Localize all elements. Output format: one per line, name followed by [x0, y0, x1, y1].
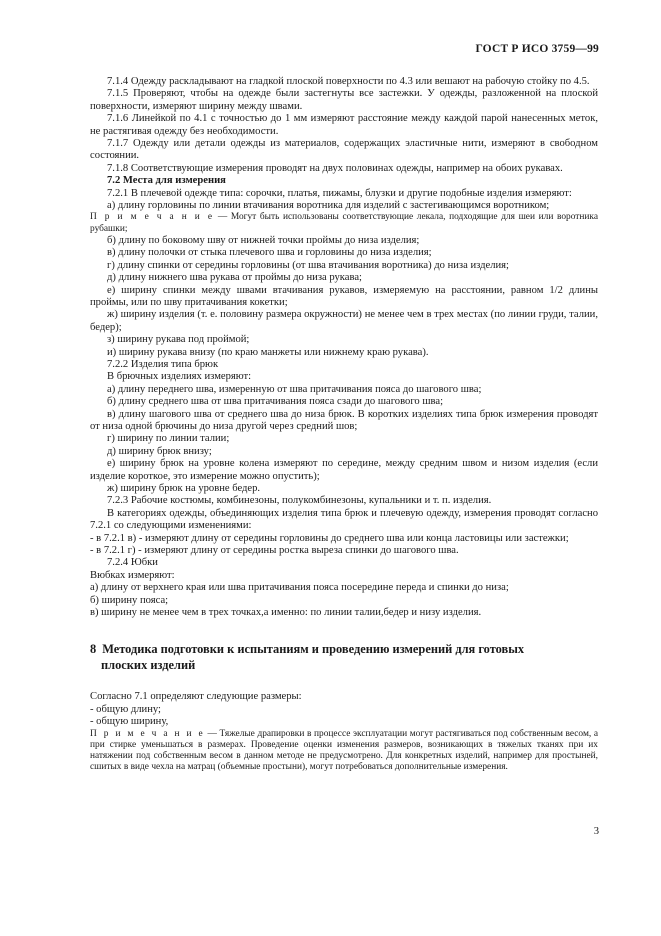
- item-7-2-1-d: д) длину нижнего шва рукава от проймы до низа рукава;: [107, 272, 363, 284]
- paragraph-7-2-4: 7.2.4 Юбки: [107, 557, 158, 569]
- item-7-2-4-a: а) длину от верхнего края или шва притачивания пояса посередине переда и спинки до низа;: [90, 582, 509, 594]
- paragraph-7-2-4-intro: Вюбках измеряют:: [90, 569, 175, 581]
- item-7-2-1-zh: ж) ширину изделия (т. е. половину размера окружности) не менее чем в трех местах (по линии груди, талии, бедер);: [90, 309, 598, 333]
- paragraph-7-2-1: 7.2.1 В плечевой одежде типа: сорочки, платья, пижамы, блузки и другие подобные изделия измеряют:: [107, 187, 572, 199]
- paragraph-7-1-8: 7.1.8 Соответствующие измерения проводят на двух половинах одежды, например на обоих рукавах.: [107, 162, 563, 174]
- section-8-title-line1: Методика подготовки к испытаниям и проведению измерений для готовых: [102, 642, 525, 657]
- paragraph-7-2-2: 7.2.2 Изделия типа брюк: [107, 358, 219, 370]
- item-7-2-2-a: а) длину переднего шва, измеренную от шва притачивания пояса до шагового шва;: [107, 383, 482, 395]
- section-8-paragraph-2: - общую длину;: [90, 703, 161, 715]
- item-7-2-2-zh: ж) ширину брюк на уровне бедер.: [107, 483, 261, 494]
- item-7-2-1-e: [90, 285, 598, 310]
- paragraph-7-1-4: 7.1.4 Одежду раскладывают на гладкой плоской поверхности по 4.3 или вешают на рабочую стойку по 4.5.: [107, 76, 590, 87]
- paragraph-7-1-7: 7.1.7 Одежду или детали одежды из материалов, содержащих эластичные нити, измеряют в свободном состоянии.: [90, 138, 598, 162]
- item-7-2-1-a: а) длину горловины по линии втачивания воротника для изделий с застегивающимся воротником;: [107, 200, 550, 212]
- item-7-2-2-g: г) ширину по линии талии;: [107, 433, 230, 445]
- paragraph-7-2-3-c: - в 7.2.1 в) - измеряют длину от середины горловины до среднего шва или конца ластовицы или застежки;: [90, 532, 569, 544]
- note-label: П р и м е ч а н и е: [90, 212, 215, 223]
- document-body: [90, 76, 598, 774]
- section-8-note: [90, 729, 598, 774]
- section-8-paragraph-3: - общую ширину,: [90, 716, 169, 728]
- paragraph-7-2-3: 7.2.3 Рабочие костюмы, комбинезоны, полукомбинезоны, купальники и т. п. изделия.: [107, 495, 492, 507]
- half-fraction: 1/2: [549, 284, 563, 296]
- paragraph-7-1-6: 7.1.6 Линейкой по 4.1 с точностью до 1 мм измеряют расстояние между каждой парой нанесенных меток, не растягивая одежду без необходимости.: [90, 113, 598, 137]
- item-e-part1: е) ширину спинки между швами втачивания рукавов, измеряемую на расстоянии, равном: [107, 284, 544, 296]
- item-7-2-2-b: б) длину среднего шва от шва притачивания пояса сзади до шагового шва;: [107, 396, 444, 408]
- item-7-2-1-i: и) ширину рукава внизу (по краю манжеты или нижнему краю рукава).: [107, 346, 429, 358]
- note-7-2-1: [90, 212, 598, 234]
- item-7-2-2-d: д) ширину брюк внизу;: [107, 445, 212, 457]
- item-7-2-1-b: б) длину по боковому шву от нижней точки проймы до низа изделия;: [107, 234, 420, 246]
- item-7-2-4-b: б) ширину пояса;: [90, 594, 169, 606]
- section-8-paragraph-1: Согласно 7.1 определяют следующие размеры:: [90, 691, 302, 703]
- item-7-2-4-v: в) ширину не менее чем в трех точках,а именно: по линии талии,бедер и низу изделия.: [90, 607, 482, 619]
- paragraph-7-1-5: 7.1.5 Проверяют, чтобы на одежде были застегнуты все застежки. У одежды, разложенной на плоской поверхности, измеряют ширину между швами.: [90, 88, 598, 112]
- section-8-heading: [90, 641, 598, 673]
- item-7-2-2-e: е) ширину брюк на уровне колена измеряют по середине, между средним швом и низом изделия (если изделие короткое, это измерение можно опустить);: [90, 458, 598, 482]
- item-7-2-1-g: г) длину спинки от середины горловины (от шва втачивания воротника) до низа изделия;: [107, 259, 509, 271]
- note-text: — Могут быть использованы соответствующие лекала, подходящие для шеи или воротника рубашки;: [90, 212, 598, 234]
- item-7-2-2-v: в) длину шагового шва от среднего шва до низа брюк. В коротких изделиях типа брюк измерения проводят от низа одной брючины до низа другой через средний шов;: [90, 408, 598, 432]
- note-label: П р и м е ч а н и е: [90, 728, 205, 739]
- section-8-number: 8: [90, 642, 97, 657]
- note-text: — Тяжелые драпировки в процессе эксплуатации могут растягиваться под собственным весом, а при стирке уменьшаться в размерах. Проведение оценки изменения размеров, возникающих в тяжелых тканях при их натяжении под собственным весом в данном методе не предусмотрено. Для конкретных изделий, например для простыней, сшитых в виде чехла на матрац (объемные простыни), могут потребоваться дополнительные измерения.: [90, 728, 598, 773]
- heading-7-2: 7.2 Места для измерения: [107, 175, 226, 187]
- section-8-title-line2: плоских изделий: [101, 658, 196, 673]
- page-number: 3: [593, 826, 599, 837]
- paragraph-7-2-3-d: - в 7.2.1 г) - измеряют длину от середины ростка выреза спинки до шагового шва.: [90, 545, 459, 557]
- item-7-2-1-v: в) длину полочки от стыка плечевого шва и горловины до низа изделия;: [107, 247, 432, 259]
- document-header: ГОСТ Р ИСО 3759—99: [475, 43, 599, 55]
- item-7-2-1-z: з) ширину рукава под проймой;: [107, 334, 250, 346]
- paragraph-7-2-3-b: В категориях одежды, объединяющих изделия типа брюк и плечевую одежду, измерения проводят согласно 7.2.1 со следующими изменениями:: [90, 507, 598, 532]
- item-e-part2: длины проймы, или по шву притачивания кокетки;: [90, 284, 599, 308]
- paragraph-7-2-2-intro: В брючных изделиях измеряют:: [107, 371, 252, 383]
